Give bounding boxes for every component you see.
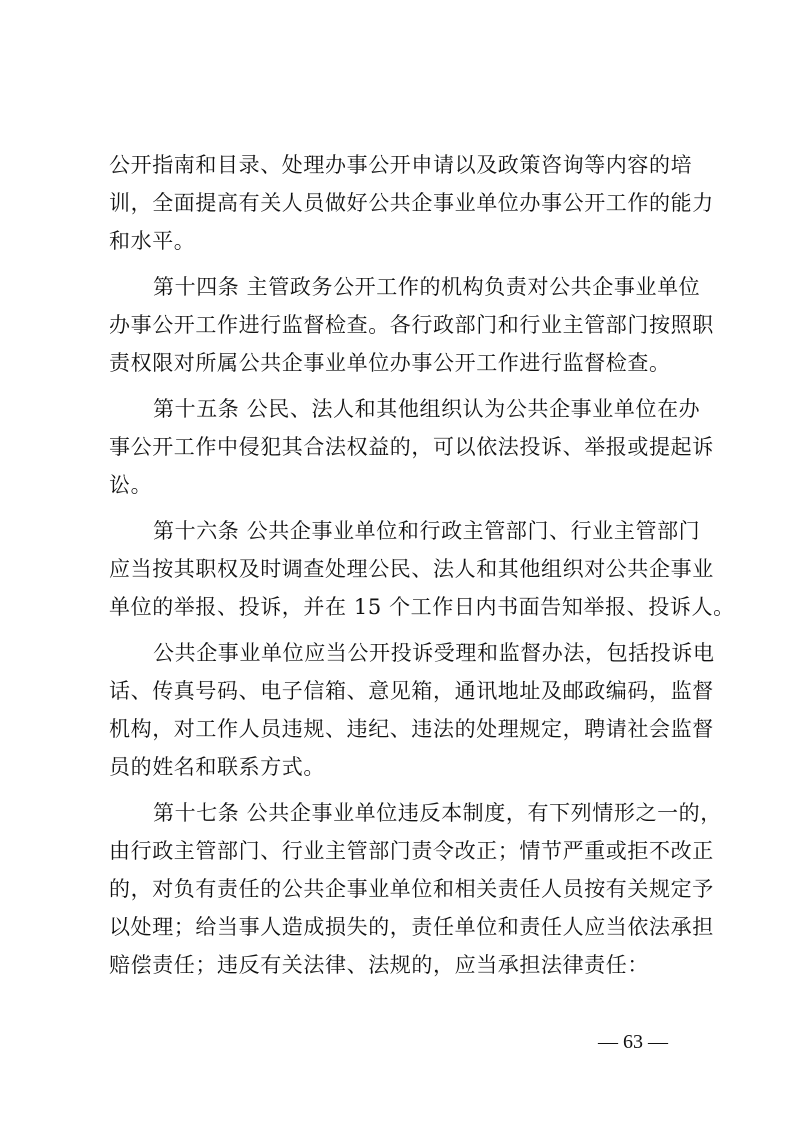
text-line: 单位的举报、投诉，并在 15 个工作日内书面告知举报、投诉人。 [109,595,735,619]
text-line: 应当按其职权及时调查处理公民、法人和其他组织对公共企事业 [109,557,714,581]
body-text [109,146,735,984]
paragraph-first-line: 公共企事业单位应当公开投诉受理和监督办法，包括投诉电 [153,641,715,665]
text-line: 由行政主管部门、行业主管部门责令改正；情节严重或拒不改正 [109,839,714,863]
text-line: 训，全面提高有关人员做好公共企事业单位办事公开工作的能力 [109,191,714,215]
text-line: 公开指南和目录、处理办事公开申请以及政策咨询等内容的培 [109,153,693,177]
text-line: 讼。 [109,473,153,497]
text-line: 责权限对所属公共企事业单位办事公开工作进行监督检查。 [109,351,671,375]
text-line: 办事公开工作进行监督检查。各行政部门和行业主管部门按照职 [109,313,714,337]
article-14-heading-line: 第十四条 主管政务公开工作的机构负责对公共企事业单位 [153,275,701,299]
text-line: 话、传真号码、电子信箱、意见箱，通讯地址及邮政编码，监督 [109,679,714,703]
article-15-heading-line: 第十五条 公民、法人和其他组织认为公共企事业单位在办 [153,397,701,421]
text-line: 赔偿责任；违反有关法律、法规的，应当承担法律责任： [109,953,649,977]
page-number: — 63 — [598,1031,668,1053]
text-line: 和水平。 [109,229,196,253]
article-17-heading-line: 第十七条 公共企事业单位违反本制度，有下列情形之一的， [153,801,722,825]
text-line: 的，对负有责任的公共企事业单位和相关责任人员按有关规定予 [109,877,714,901]
article-16-heading-line: 第十六条 公共企事业单位和行政主管部门、行业主管部门 [153,519,701,543]
text-line: 员的姓名和联系方式。 [109,755,325,779]
text-line: 以处理；给当事人造成损失的，责任单位和责任人应当依法承担 [109,915,714,939]
text-line: 事公开工作中侵犯其合法权益的，可以依法投诉、举报或提起诉 [109,435,714,459]
text-line: 机构，对工作人员违规、违纪、违法的处理规定，聘请社会监督 [109,717,714,741]
